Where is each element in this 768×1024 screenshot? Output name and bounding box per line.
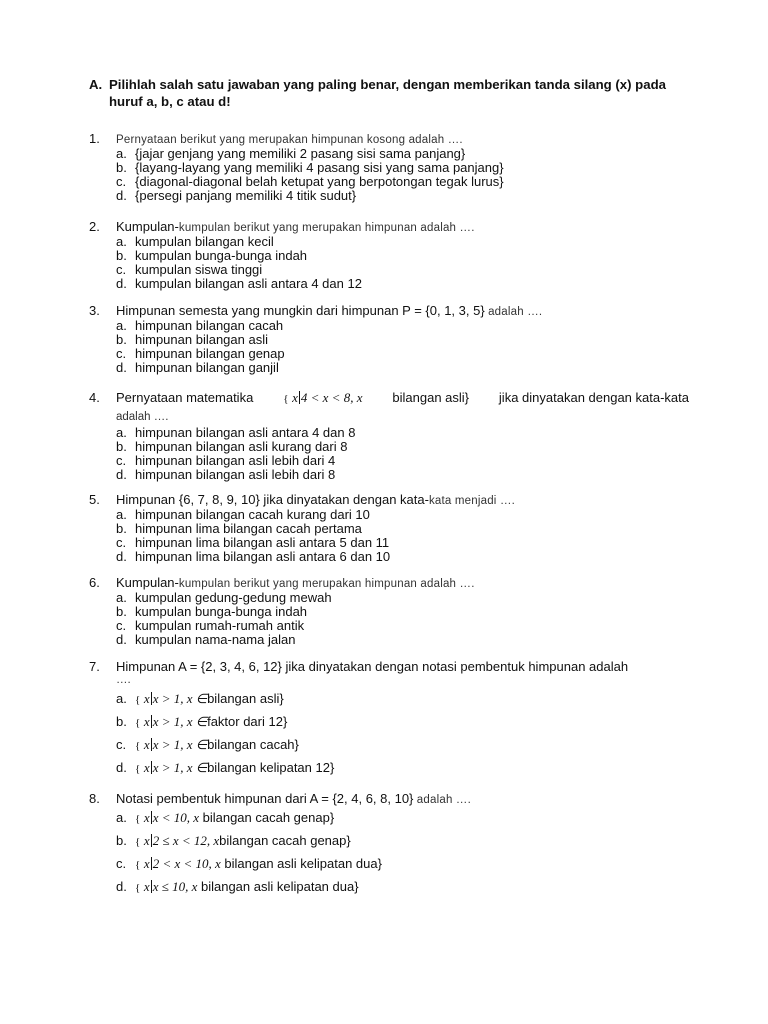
question-stem: Himpunan {6, 7, 8, 9, 10} jika dinyatakan dengan kata-kata menjadi …. xyxy=(116,492,516,507)
question-stem: Kumpulan-kumpulan berikut yang merupakan himpunan adalah …. xyxy=(116,575,475,590)
option-d[interactable]: d. { x x ≤ 10, x bilangan asli kelipatan dua} xyxy=(116,879,359,894)
question-2 xyxy=(89,220,689,291)
question-stem: Pernyataan matematika { x 4 < x < 8, x bilangan asli} jika dinyatakan dengan kata-kata adalah …. xyxy=(116,390,689,423)
option-a[interactable]: a. { x x < 10, x bilangan cacah genap} xyxy=(116,810,335,825)
option-d[interactable]: d. himpunan lima bilangan asli antara 6 dan 10 xyxy=(116,549,391,564)
question-stem: Notasi pembentuk himpunan dari A = {2, 4, 6, 8, 10} adalah …. xyxy=(116,791,472,806)
question-number: 7. xyxy=(89,659,100,674)
question-stem: Himpunan A = {2, 3, 4, 6, 12} jika dinyatakan dengan notasi pembentuk himpunan adalah …. xyxy=(116,659,629,686)
option-a[interactable]: a. kumpulan bilangan kecil xyxy=(116,234,274,249)
option-c[interactable]: c. { x x > 1, x ∈bilangan cacah} xyxy=(116,737,299,752)
question-number: 8. xyxy=(89,791,100,806)
such-that-bar xyxy=(299,391,300,404)
question-8 xyxy=(89,792,689,899)
option-d[interactable]: d. himpunan bilangan ganjil xyxy=(116,360,279,375)
question-number: 6. xyxy=(89,575,100,590)
question-number: 3. xyxy=(89,303,100,318)
option-d[interactable]: d. kumpulan nama-nama jalan xyxy=(116,632,296,647)
option-b[interactable]: b. himpunan bilangan asli xyxy=(116,332,268,347)
instruction-text: Pilihlah salah satu jawaban yang paling benar, dengan memberikan tanda silang (x) pada huruf a, b, c atau d! xyxy=(109,77,666,109)
option-c[interactable]: c. himpunan bilangan genap xyxy=(116,346,285,361)
option-c[interactable]: c. kumpulan siswa tinggi xyxy=(116,262,263,277)
question-5 xyxy=(89,493,689,564)
option-b[interactable]: b. { x x > 1, x ∈faktor dari 12} xyxy=(116,714,288,729)
option-c[interactable]: c. himpunan lima bilangan asli antara 5 dan 11 xyxy=(116,535,390,550)
question-7 xyxy=(89,660,689,780)
set-notation: { x 4 < x < 8, x xyxy=(283,390,363,405)
option-a[interactable]: a. {jajar genjang yang memiliki 2 pasang sisi sama panjang} xyxy=(116,146,466,161)
option-b[interactable]: b. himpunan bilangan asli kurang dari 8 xyxy=(116,439,348,454)
option-b[interactable]: b. {layang-layang yang memiliki 4 pasang sisi yang sama panjang} xyxy=(116,160,504,175)
option-d[interactable]: d. { x x > 1, x ∈bilangan kelipatan 12} xyxy=(116,760,335,775)
option-b[interactable]: b. kumpulan bunga-bunga indah xyxy=(116,604,308,619)
option-a[interactable]: a. himpunan bilangan asli antara 4 dan 8 xyxy=(116,425,356,440)
option-b[interactable]: b. kumpulan bunga-bunga indah xyxy=(116,248,308,263)
option-a[interactable]: a. kumpulan gedung-gedung mewah xyxy=(116,590,332,605)
question-number: 4. xyxy=(89,390,100,405)
section-instruction xyxy=(89,76,689,110)
question-number: 1. xyxy=(89,131,100,146)
option-b[interactable]: b. { x 2 ≤ x < 12, xbilangan cacah genap} xyxy=(116,833,351,848)
option-d[interactable]: d. {persegi panjang memiliki 4 titik sudut} xyxy=(116,188,357,203)
option-a[interactable]: a. himpunan bilangan cacah kurang dari 10 xyxy=(116,507,370,522)
option-d[interactable]: d. himpunan bilangan asli lebih dari 8 xyxy=(116,467,336,482)
section-letter: A. xyxy=(89,77,103,92)
question-3 xyxy=(89,304,689,375)
question-stem: Pernyataan berikut yang merupakan himpunan kosong adalah …. xyxy=(116,134,463,146)
question-4 xyxy=(89,389,689,482)
question-number: 2. xyxy=(89,219,100,234)
question-1 xyxy=(89,132,689,203)
option-a[interactable]: a. himpunan bilangan cacah xyxy=(116,318,284,333)
question-stem: Kumpulan-kumpulan berikut yang merupakan himpunan adalah …. xyxy=(116,219,475,234)
option-c[interactable]: c. kumpulan rumah-rumah antik xyxy=(116,618,305,633)
option-a[interactable]: a. { x x > 1, x ∈bilangan asli} xyxy=(116,691,284,706)
question-number: 5. xyxy=(89,492,100,507)
option-c[interactable]: c. {diagonal-diagonal belah ketupat yang berpotongan tegak lurus} xyxy=(116,174,504,189)
question-6 xyxy=(89,576,689,647)
option-c[interactable]: c. { x 2 < x < 10, x bilangan asli kelipatan dua} xyxy=(116,856,382,871)
option-d[interactable]: d. kumpulan bilangan asli antara 4 dan 12 xyxy=(116,276,362,291)
option-b[interactable]: b. himpunan lima bilangan cacah pertama xyxy=(116,521,362,536)
question-stem: Himpunan semesta yang mungkin dari himpunan P = {0, 1, 3, 5} adalah …. xyxy=(116,303,543,318)
option-c[interactable]: c. himpunan bilangan asli lebih dari 4 xyxy=(116,453,336,468)
